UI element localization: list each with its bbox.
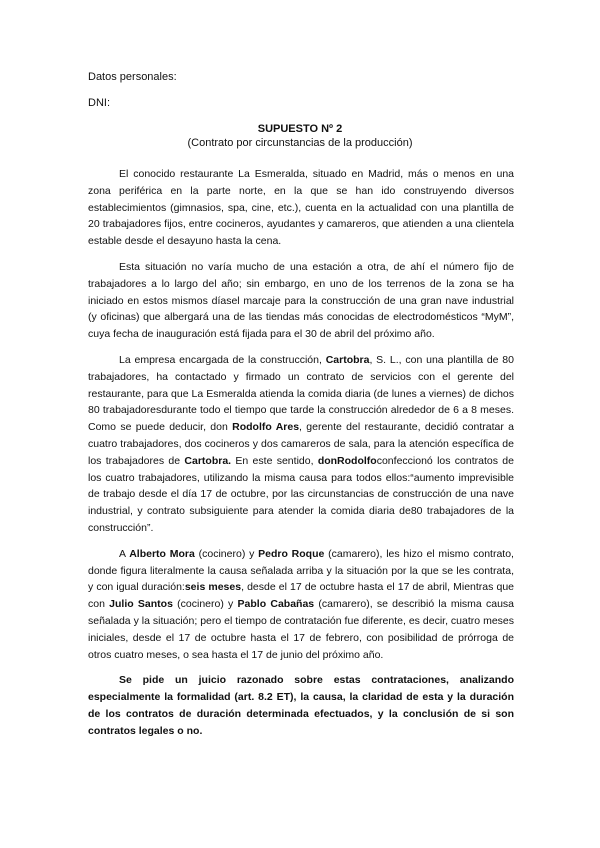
paragraph-3-text: confeccionó los contratos de los cuatro trabajadores, utilizando la misma causa para todos ellos:“aumento imprevisible de trabajo desde el día 17 de octubre, por las circunstancias de construcción de una nave industrial, y contrato subsiguiente para atender la comida diaria de80 trabajadores de la construcción”.	[88, 454, 514, 534]
worker-name: Pedro Roque	[258, 547, 325, 560]
question-paragraph: Se pide un juicio razonado sobre estas contrataciones, analizando especialmente la formalidad (art. 8.2 ET), la causa, la claridad de esta y la duración de los contratos de duración determinada efectuados, y la conclusión de si son contratos legales o no.	[88, 674, 514, 737]
document-body	[88, 166, 514, 749]
document-subtitle: (Contrato por circunstancias de la producción)	[187, 137, 413, 149]
paragraph-3-text: , gerente del restaurante, decidió contratar a cuatro trabajadores, dos cocineros y dos camareros de sala, para la atención específica de los trabajadores de	[88, 421, 514, 467]
contract-duration: seis meses	[184, 581, 242, 594]
paragraph-3-text: , S. L., con una plantilla de 80 trabajadores, ha contactado y firmado un contrato de servicios con el gerente del restaurante, para que La Esmeralda atienda la comida diaria (de lunes a viernes) de dichos 80 trabajadoresdurante todo el tiempo que tarde la construcción alrededor de 6 a 8 meses. Como se puede deducir, don	[88, 353, 514, 434]
worker-name: Pablo Cabañas	[237, 598, 315, 611]
paragraph-2: Esta situación no varía mucho de una estación a otra, de ahí el número fijo de trabajadores a lo largo del año; sin embargo, en uno de los terrenos de la zona se ha iniciado en estos mismos díasel marcaje para la construcción de una gran nave industrial (y oficinas) que albergará una de las tiendas más conocidas de electrodomésticos “MyM”, cuya fecha de inauguración está fijada para el 30 de abril del próximo año.	[88, 260, 514, 341]
manager-name: Rodolfo Ares	[232, 421, 300, 434]
paragraph-4-text: (cocinero) y	[172, 598, 238, 611]
paragraph-4-text: (cocinero) y	[194, 547, 259, 560]
personal-data-label: Datos personales:	[88, 71, 177, 83]
paragraph-3-text: En este sentido,	[231, 454, 318, 467]
paragraph-3	[88, 352, 514, 537]
company-name: Cartobra.	[184, 454, 232, 467]
dni-label: DNI:	[88, 97, 110, 109]
paragraph-3-text: La empresa encargada de la construcción,	[119, 353, 326, 366]
paragraph-4-text: (camarero), se describió la misma causa señalada y la situación; pero el tiempo de contratación fue diferente, es decir, cuatro meses iniciales, desde el 17 de octubre hasta el 17 de febrero, con posibilidad de prórroga de otros cuatro meses, o sea hasta el 17 de junio del próximo año.	[88, 598, 514, 661]
company-name: Cartobra	[325, 353, 370, 366]
paragraph-4-text: A	[119, 547, 130, 560]
manager-name: donRodolfo	[317, 454, 377, 467]
document-title: SUPUESTO Nº 2	[257, 123, 343, 135]
paragraph-4-text: , desde el 17 de octubre hasta el 17 de abril, Mientras que con	[88, 581, 515, 611]
worker-name: Alberto Mora	[129, 547, 195, 560]
paragraph-1: El conocido restaurante La Esmeralda, situado en Madrid, más o menos en una zona periférica en la parte norte, en la que se han ido construyendo diversos establecimientos (gimnasios, spa, cine, etc.), cuenta en la actualidad con una plantilla de 20 trabajadores fijos, entre cocineros, ayudantes y camareros, que atienden a una clientela estable desde el desayuno hasta la cena.	[88, 168, 514, 248]
paragraph-4	[88, 546, 514, 664]
paragraph-4-text: (camarero), les hizo el mismo contrato, donde figura literalmente la causa señalada arriba y la situación por la que se les contrata, y con igual duración:	[88, 547, 514, 594]
worker-name: Julio Santos	[109, 598, 173, 611]
